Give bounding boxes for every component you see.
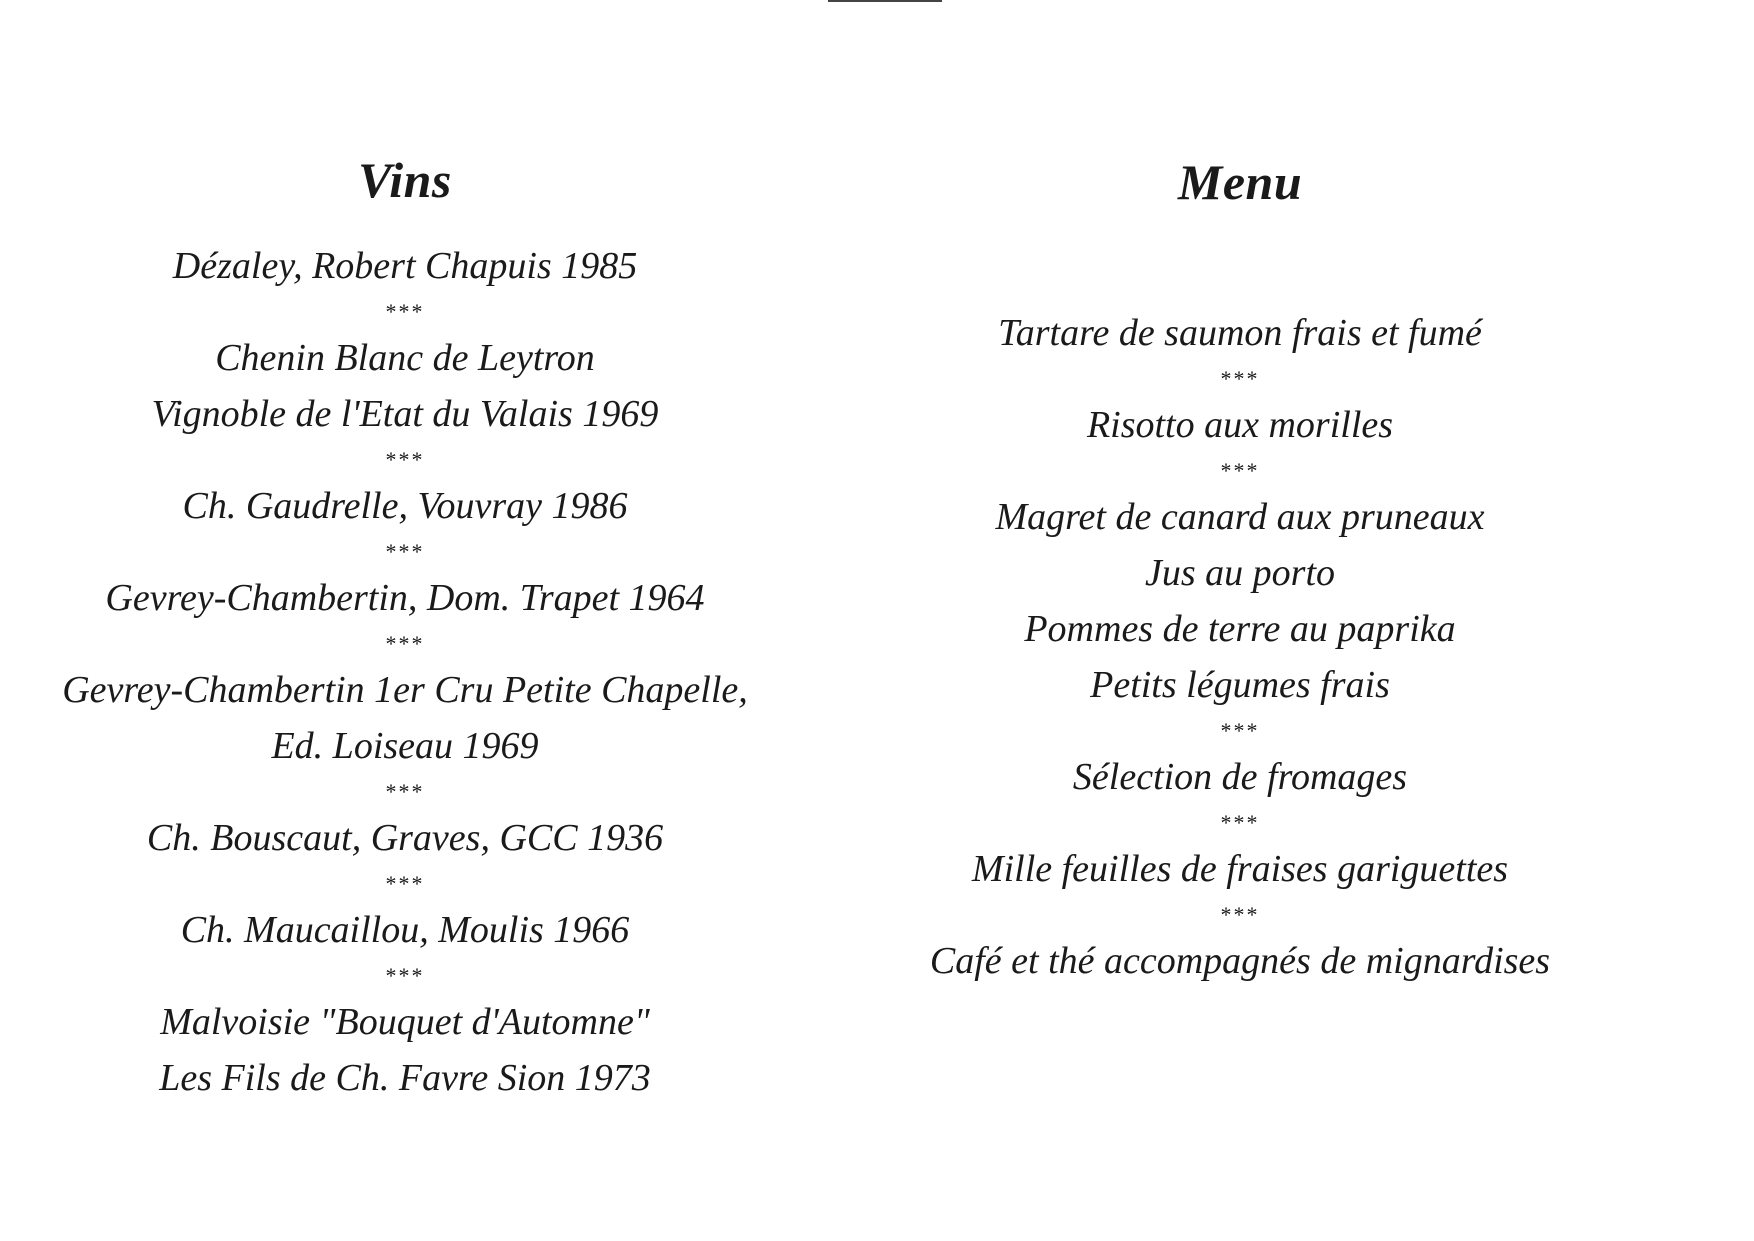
wine-entry <box>30 994 780 1106</box>
wine-entry <box>30 810 780 866</box>
menu-entry <box>880 933 1600 989</box>
separator: *** <box>385 631 425 656</box>
wine-entry-line: Dézaley, Robert Chapuis 1985 <box>172 245 638 287</box>
scan-edge-mark <box>828 0 942 2</box>
menu-entry-line: Petits légumes frais <box>1090 664 1390 706</box>
menu-entry <box>880 305 1600 361</box>
menu-entry-line: Sélection de fromages <box>1072 756 1408 798</box>
wine-entry <box>30 902 780 958</box>
wine-entry-line: Chenin Blanc de Leytron <box>215 337 595 379</box>
separator: *** <box>1220 902 1260 927</box>
separator: *** <box>385 871 425 896</box>
wine-entry-line: Ch. Gaudrelle, Vouvray 1986 <box>182 485 628 527</box>
separator: *** <box>1220 366 1260 391</box>
wine-entry-line: Ch. Bouscaut, Graves, GCC 1936 <box>146 817 664 859</box>
separator: *** <box>1220 810 1260 835</box>
menu-entries <box>880 305 1600 989</box>
separator: *** <box>385 447 425 472</box>
wine-entry <box>30 238 780 294</box>
menu-entry-line: Jus au porto <box>1145 552 1335 594</box>
wine-entry-line: Les Fils de Ch. Favre Sion 1973 <box>159 1057 651 1099</box>
wine-entry <box>30 662 780 774</box>
wine-entry <box>30 570 780 626</box>
menu-entry-line: Magret de canard aux pruneaux <box>995 496 1485 538</box>
wine-entry-line: Ch. Maucaillou, Moulis 1966 <box>180 909 630 951</box>
separator: *** <box>1220 718 1260 743</box>
wine-entry <box>30 478 780 534</box>
menu-entry <box>880 489 1600 713</box>
menu-column <box>880 152 1600 989</box>
menu-entry <box>880 397 1600 453</box>
menu-entry-line: Café et thé accompagnés de mignardises <box>929 940 1551 982</box>
menu-entry-line: Mille feuilles de fraises gariguettes <box>971 848 1509 890</box>
menu-entry-line: Risotto aux morilles <box>1086 404 1394 446</box>
separator: *** <box>385 963 425 988</box>
wine-entry-line: Gevrey-Chambertin, Dom. Trapet 1964 <box>105 577 705 619</box>
separator: *** <box>385 779 425 804</box>
menu-entry <box>880 841 1600 897</box>
separator: *** <box>385 539 425 564</box>
separator: *** <box>1220 458 1260 483</box>
menu-entry-line: Pommes de terre au paprika <box>1024 608 1456 650</box>
wine-list-column <box>30 150 780 1106</box>
wine-entry-line: Malvoisie "Bouquet d'Automne" <box>160 1001 650 1043</box>
wine-entries <box>30 238 780 1106</box>
menu-title: Menu <box>1177 154 1303 210</box>
menu-entry-line: Tartare de saumon frais et fumé <box>998 312 1482 354</box>
wine-entry-line: Vignoble de l'Etat du Valais 1969 <box>151 393 659 435</box>
menu-entry <box>880 749 1600 805</box>
wine-list-title: Vins <box>358 152 452 208</box>
wine-entry-line: Gevrey-Chambertin 1er Cru Petite Chapelle, <box>62 669 748 711</box>
separator: *** <box>385 299 425 324</box>
wine-entry <box>30 330 780 442</box>
wine-entry-line: Ed. Loiseau 1969 <box>271 725 539 767</box>
